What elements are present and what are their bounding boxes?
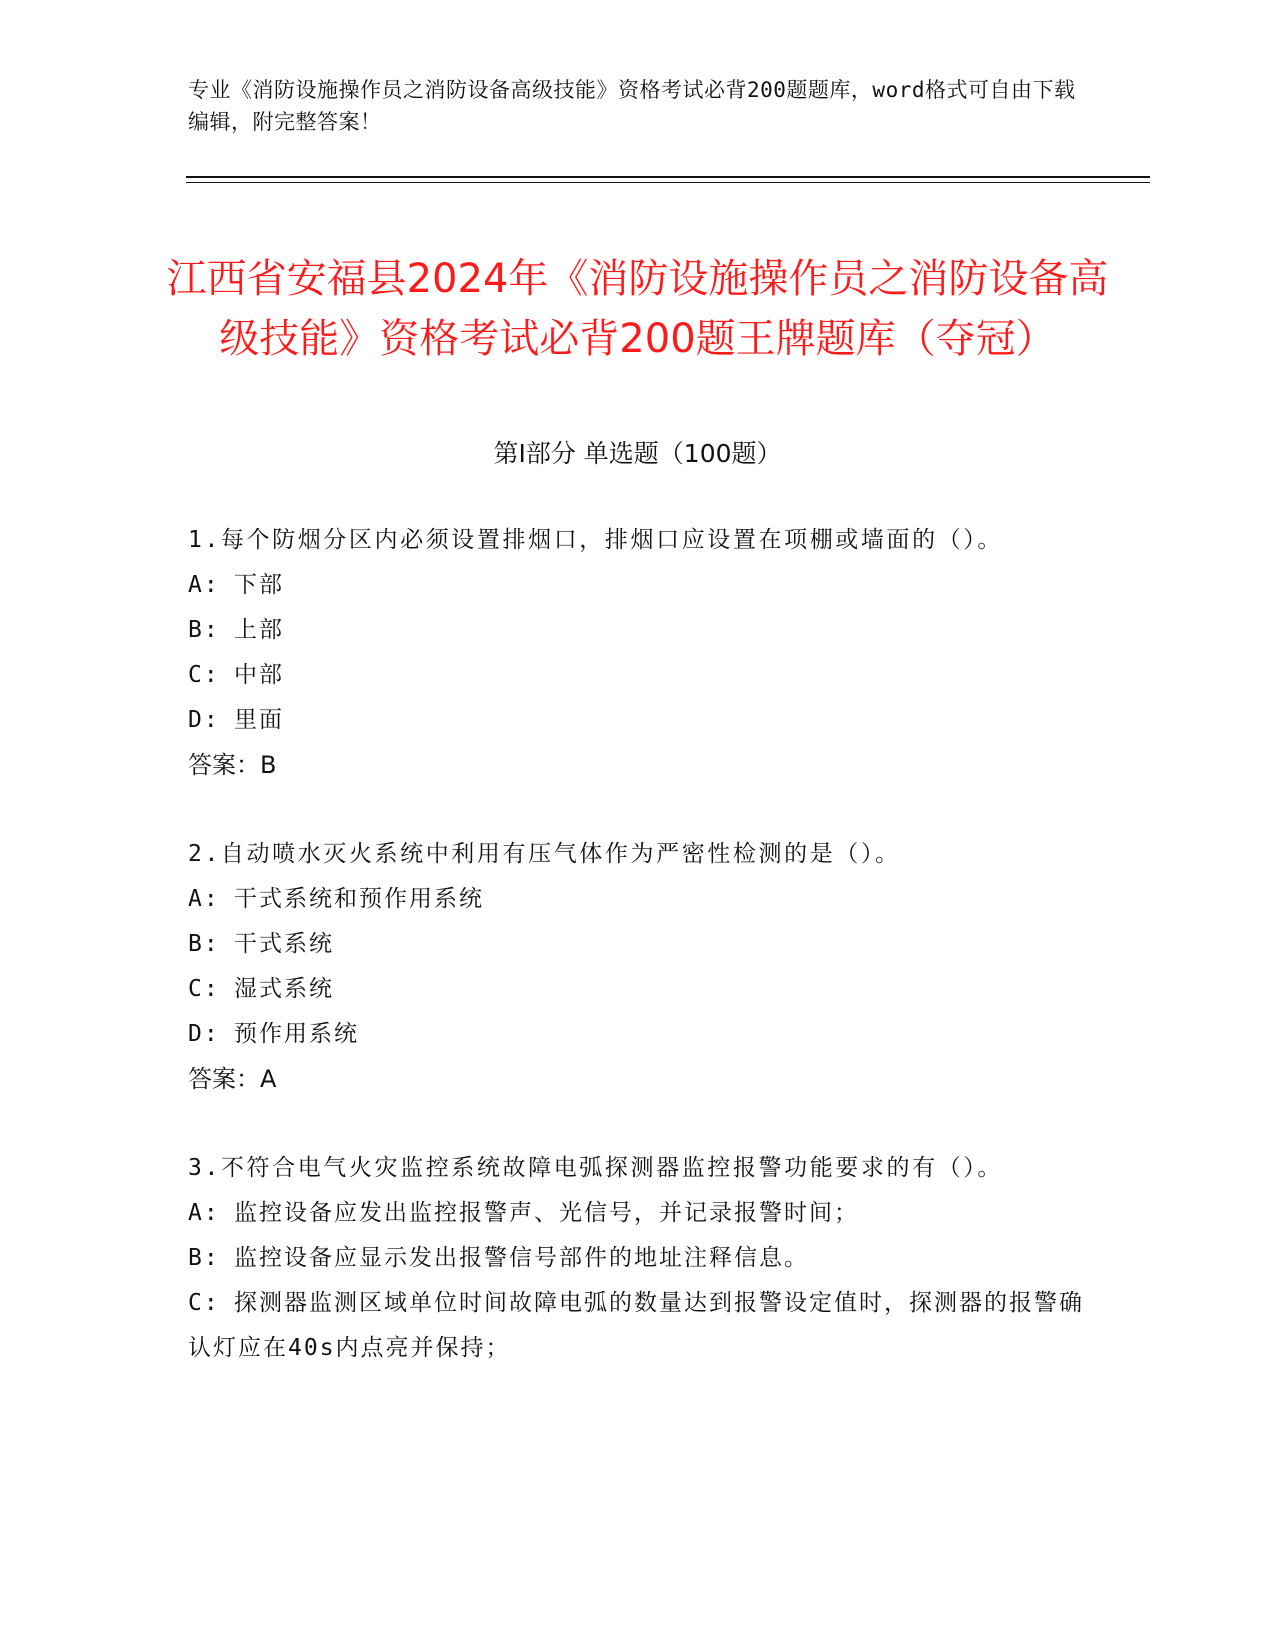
option-text: 下部 — [234, 572, 284, 598]
header-divider-thin — [186, 182, 1150, 183]
option-letter: C: — [188, 1290, 220, 1316]
option-b — [188, 608, 1088, 653]
option-text: 干式系统和预作用系统 — [234, 886, 484, 912]
question-2 — [188, 832, 1088, 1102]
question-1 — [188, 518, 1088, 788]
option-letter: A: — [188, 1200, 220, 1226]
question-stem: 1.每个防烟分区内必须设置排烟口，排烟口应设置在项棚或墙面的（）。 — [188, 527, 1003, 553]
option-a — [188, 563, 1088, 608]
header-divider-thick — [186, 176, 1150, 178]
option-text: 探测器监测区域单位时间故障电弧的数量达到报警设定值时，探测器的报警确认灯应在40s内点亮并保持； — [188, 1290, 1084, 1361]
option-letter: B: — [188, 617, 220, 643]
option-letter: C: — [188, 976, 220, 1002]
option-text: 预作用系统 — [234, 1021, 359, 1047]
option-text: 监控设备应显示发出报警信号部件的地址注释信息。 — [234, 1245, 809, 1271]
option-text: 上部 — [234, 617, 284, 643]
option-text: 干式系统 — [234, 931, 334, 957]
option-a — [188, 1191, 1088, 1236]
option-a — [188, 877, 1088, 922]
option-letter: A: — [188, 572, 220, 598]
document-title: 江西省安福县2024年《消防设施操作员之消防设备高级技能》资格考试必背200题王牌题库（夺冠） — [166, 255, 1109, 362]
option-b — [188, 922, 1088, 967]
option-letter: B: — [188, 931, 220, 957]
question-stem: 2.自动喷水灭火系统中利用有压气体作为严密性检测的是（）。 — [188, 841, 901, 867]
option-letter: D: — [188, 1021, 220, 1047]
option-c — [188, 1281, 1088, 1371]
question-3 — [188, 1146, 1088, 1371]
option-text: 中部 — [234, 662, 284, 688]
option-c — [188, 967, 1088, 1012]
section-heading: 第Ⅰ部分 单选题（100题） — [493, 439, 782, 468]
option-letter: B: — [188, 1245, 220, 1271]
option-letter: A: — [188, 886, 220, 912]
option-text: 监控设备应发出监控报警声、光信号，并记录报警时间； — [234, 1200, 859, 1226]
option-text: 里面 — [234, 707, 284, 733]
answer-line: 答案：A — [188, 1065, 277, 1093]
option-c — [188, 653, 1088, 698]
question-list — [188, 518, 1088, 1415]
option-letter: D: — [188, 707, 220, 733]
option-d — [188, 698, 1088, 743]
option-text: 湿式系统 — [234, 976, 334, 1002]
header-note: 专业《消防设施操作员之消防设备高级技能》资格考试必背200题题库，word格式可自由下载编辑，附完整答案！ — [188, 78, 1076, 134]
question-stem: 3.不符合电气火灾监控系统故障电弧探测器监控报警功能要求的有（）。 — [188, 1155, 1003, 1181]
answer-line: 答案：B — [188, 751, 277, 779]
option-letter: C: — [188, 662, 220, 688]
option-b — [188, 1236, 1088, 1281]
option-d — [188, 1012, 1088, 1057]
